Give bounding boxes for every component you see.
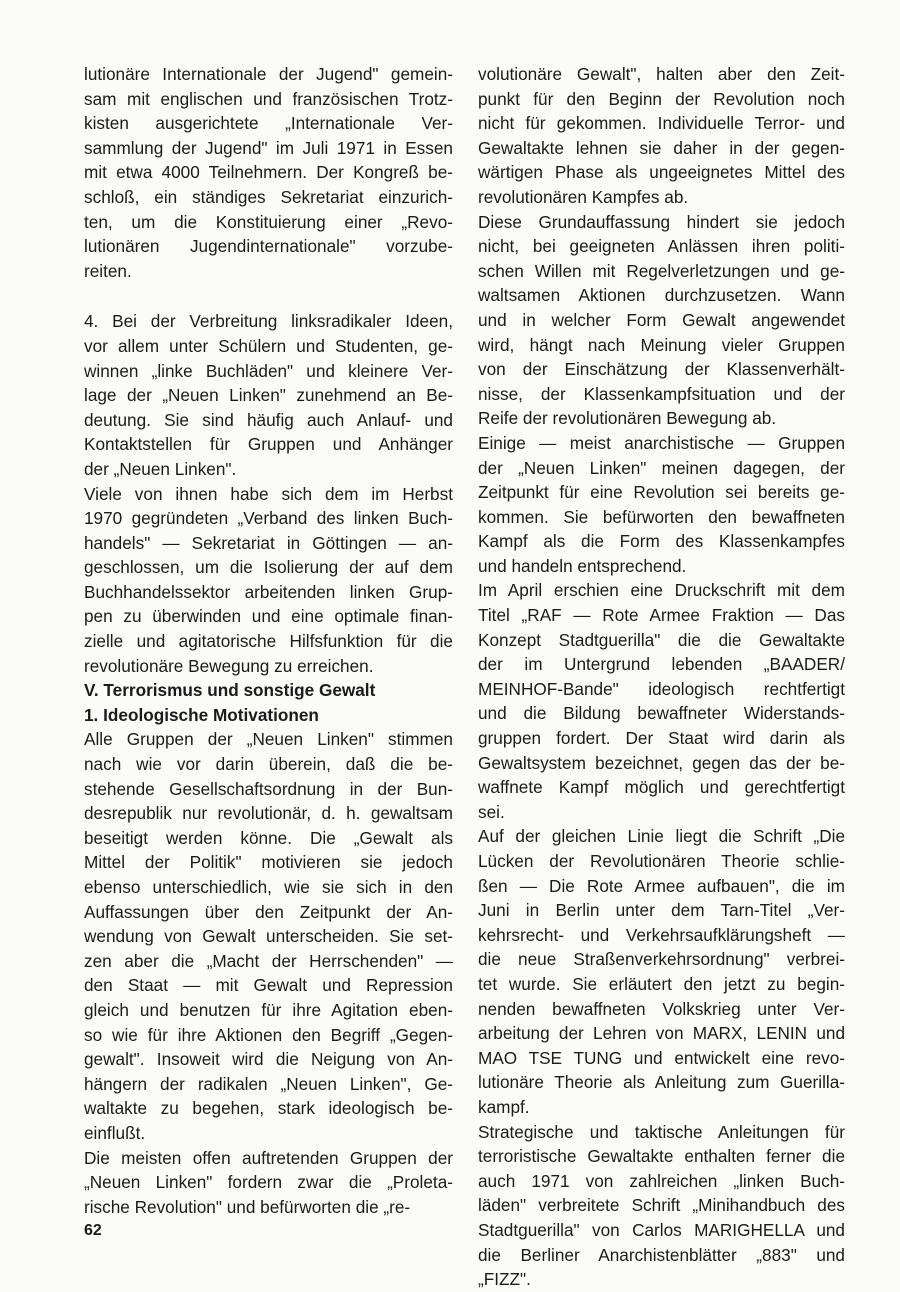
text-line: Konzept Stadtguerilla" die die Gewaltakte <box>478 629 845 650</box>
text-line: beseitigt werden könne. Die „Gewalt als <box>84 827 453 848</box>
text-line: pen zu überwinden und eine optimale finan- <box>84 606 453 627</box>
text-line: sam mit englischen und französischen Trotz- <box>84 88 453 109</box>
text-line: Auf der gleichen Linie liegt die Schrift „Die <box>478 826 845 847</box>
text-line: auch 1971 von zahlreichen „linken Buch- <box>478 1170 845 1191</box>
text-line: Lücken der Revolutionären Theorie schlie- <box>478 851 845 871</box>
text-line: Im April erschien eine Druckschrift mit dem <box>478 580 845 601</box>
paragraph-left-bookshops <box>84 309 453 481</box>
paragraph-open-groups <box>84 1146 453 1220</box>
text-line: Diese Grundauffassung hindert sie jedoch <box>478 211 845 232</box>
text-line: waltakte zu begehen, stark ideologisch be- <box>84 1098 453 1119</box>
text-line: vor allem unter Schülern und Studenten, ge- <box>84 335 453 356</box>
text-line: und handeln entsprechend. <box>478 555 687 576</box>
text-line: tet wurde. Sie erläutert den jetzt zu begin- <box>478 973 845 994</box>
text-line: desrepublik nur revolutionär, d. h. gewaltsam <box>84 803 453 824</box>
text-line: Kontaktstellen für Gruppen und Anhänger <box>84 434 453 455</box>
left-column <box>84 62 453 1219</box>
text-line: gruppen fordert. Der Staat wird darin als <box>478 728 845 749</box>
text-line: gewalt". Insoweit wird die Neigung von An- <box>84 1049 453 1070</box>
text-line: ßen — Die Rote Armee aufbauen", die im <box>478 875 845 896</box>
text-line: läden" verbreitete Schrift „Minihandbuch des <box>478 1195 845 1216</box>
text-line: deutung. Sie sind häufig auch Anlauf- und <box>84 409 453 430</box>
text-line: so wie für ihre Aktionen den Begriff „Gegen- <box>84 1024 453 1045</box>
text-line: wendung von Gewalt unterscheiden. Sie set- <box>84 926 453 947</box>
text-line: Die meisten offen auftretenden Gruppen der <box>84 1147 453 1168</box>
paragraph-ideological-motivation <box>84 727 453 1145</box>
paragraph-revolutionary-theory <box>478 824 845 1119</box>
text-line: schen Willen mit Regelverletzungen und ge- <box>478 260 845 281</box>
text-line: 1970 gegründeten „Verband des linken Buch- <box>84 508 453 529</box>
text-line: kisten ausgerichtete „Internationale Ver- <box>84 113 453 134</box>
text-line: kehrsrecht- und Verkehrsaufklärungsheft — <box>478 924 845 945</box>
paragraph-strategic-guides <box>478 1120 845 1292</box>
text-line: nenden bewaffneten Volkskrieg unter Ver- <box>478 998 845 1019</box>
text-line: kampf. <box>478 1096 530 1117</box>
text-line: nach wie vor darin überein, daß die be- <box>84 754 453 775</box>
text-line: der im Untergrund lebenden „BAADER/ <box>478 654 845 675</box>
text-line: waffnete Kampf möglich und gerechtfertigt <box>478 777 845 798</box>
text-line: sammlung der Jugend" im Juli 1971 in Essen <box>84 137 453 158</box>
section-heading: V. Terrorismus und sonstige Gewalt <box>84 680 376 701</box>
text-line: handels" — Sekretariat in Göttingen — an- <box>84 532 453 553</box>
text-line: nisse, der Klassenkampfsituation und der <box>478 383 845 404</box>
text-line: mit etwa 4000 Teilnehmern. Der Kongreß be- <box>84 162 453 183</box>
paragraph-anarchist-groups <box>478 431 845 579</box>
text-line: Gewaltsystem bezeichnet, gegen das der be- <box>478 752 845 773</box>
text-line: geschlossen, um die Isolierung der auf dem <box>84 557 453 578</box>
text-line: 4. Bei der Verbreitung linksradikaler Ideen, <box>84 311 453 332</box>
text-line: schloß, ein ständiges Sekretariat einzurich- <box>84 186 453 207</box>
text-line: „FIZZ". <box>478 1269 531 1290</box>
text-line: lutionäre Theorie als Anleitung zum Guerilla- <box>478 1072 845 1093</box>
text-line: die Berliner Anarchistenblätter „883" und <box>478 1244 845 1265</box>
text-line: Buchhandelssektor arbeitenden linken Grup- <box>84 581 453 602</box>
text-line: nicht, bei geeigneten Anlässen ihren politi- <box>478 236 845 257</box>
text-line: Titel „RAF — Rote Armee Fraktion — Das <box>478 605 845 626</box>
paragraph-revolutionary-violence <box>478 62 845 210</box>
text-line: zen aber die „Macht der Herrschenden" — <box>84 950 453 971</box>
text-line: Strategische und taktische Anleitungen für <box>478 1121 845 1142</box>
text-line: von der Einschätzung der Klassenverhält- <box>478 359 845 380</box>
text-line: zielle und agitatorische Hilfsfunktion für die <box>84 631 453 652</box>
text-line: revolutionären Kampfes ab. <box>478 186 689 207</box>
text-line: Einige — meist anarchistische — Gruppen <box>478 432 845 453</box>
text-line: sei. <box>478 801 505 822</box>
subsection-heading: 1. Ideologische Motivationen <box>84 704 319 725</box>
text-line: kommen. Sie befürworten den bewaffneten <box>478 506 845 527</box>
text-line: Reife der revolutionären Bewegung ab. <box>478 408 777 429</box>
text-line: Alle Gruppen der „Neuen Linken" stimmen <box>84 729 453 750</box>
text-line: MEINHOF-Bande" ideologisch rechtfertigt <box>478 678 845 699</box>
text-line: die neue Straßenverkehrsordnung" verbrei- <box>478 949 845 970</box>
text-line: lutionären Jugendinternationale" vorzube- <box>84 236 453 257</box>
text-line: einflußt. <box>84 1122 146 1143</box>
page-number: 62 <box>84 1222 102 1239</box>
text-line: der „Neuen Linken" meinen dagegen, der <box>478 457 845 478</box>
text-line: Auffassungen über den Zeitpunkt der An- <box>84 901 453 922</box>
text-line: lutionäre Internationale der Jugend" gemein- <box>84 64 453 84</box>
text-line: ten, um die Konstituierung einer „Revo- <box>84 211 453 232</box>
text-line: Gewaltakte lehnen sie daher in der gegen- <box>478 137 845 158</box>
text-line: gleich und benutzen für ihre Agitation eben- <box>84 999 453 1020</box>
text-line: Mittel der Politik" motivieren sie jedoch <box>84 852 453 873</box>
text-line: revolutionäre Bewegung zu erreichen. <box>84 655 374 676</box>
paragraph-raf-pamphlet <box>478 578 845 824</box>
text-line: Kampf als die Form des Klassenkampfes <box>478 531 845 552</box>
text-line: Juni in Berlin unter dem Tarn-Titel „Ver- <box>478 900 845 921</box>
text-line: Viele von ihnen habe sich dem im Herbst <box>84 483 453 504</box>
text-line: und die Bildung bewaffneter Widerstands- <box>478 703 845 724</box>
text-line: reiten. <box>84 260 132 281</box>
text-line: hängern der radikalen „Neuen Linken", Ge- <box>84 1073 453 1094</box>
paragraph-gap <box>84 283 453 309</box>
text-line: terroristische Gewaltakte enthalten ferner die <box>478 1146 845 1167</box>
paragraph-youth-international <box>84 62 453 283</box>
text-line: wird, hängt nach Meinung vieler Gruppen <box>478 334 845 355</box>
text-line: winnen „linke Buchläden" und kleinere Ver- <box>84 360 453 381</box>
text-line: lage der „Neuen Linken" zunehmend an Be- <box>84 385 453 406</box>
text-line: stehende Gesellschaftsordnung in der Bun- <box>84 778 453 799</box>
text-line: punkt für den Beginn der Revolution noch <box>478 88 845 109</box>
text-line: arbeitung der Lehren von MARX, LENIN und <box>478 1023 845 1044</box>
text-line: waltsamen Aktionen durchzusetzen. Wann <box>478 285 845 306</box>
text-line: „Neuen Linken" fordern zwar die „Proleta- <box>84 1172 453 1193</box>
text-line: Stadtguerilla" von Carlos MARIGHELLA und <box>478 1219 845 1240</box>
text-line: ebenso unterschiedlich, wie sie sich in den <box>84 877 453 897</box>
text-line: wärtigen Phase als ungeeignetes Mittel des <box>478 162 845 183</box>
text-line: Zeitpunkt für eine Revolution sei bereits ge- <box>478 482 845 503</box>
text-line: rische Revolution" und befürworten die „re- <box>84 1196 411 1217</box>
text-line: den Staat — mit Gewalt und Repression <box>84 975 453 996</box>
paragraph-basic-attitude <box>478 210 845 431</box>
paragraph-booksellers-association <box>84 482 453 679</box>
right-column <box>478 62 845 1292</box>
text-line: MAO TSE TUNG und entwickelt eine revo- <box>478 1047 845 1068</box>
text-line: der „Neuen Linken". <box>84 458 237 479</box>
text-line: nicht für gekommen. Individuelle Terror- und <box>478 113 845 134</box>
text-line: und in welcher Form Gewalt angewendet <box>478 309 845 330</box>
text-line: volutionäre Gewalt", halten aber den Zeit- <box>478 64 845 84</box>
